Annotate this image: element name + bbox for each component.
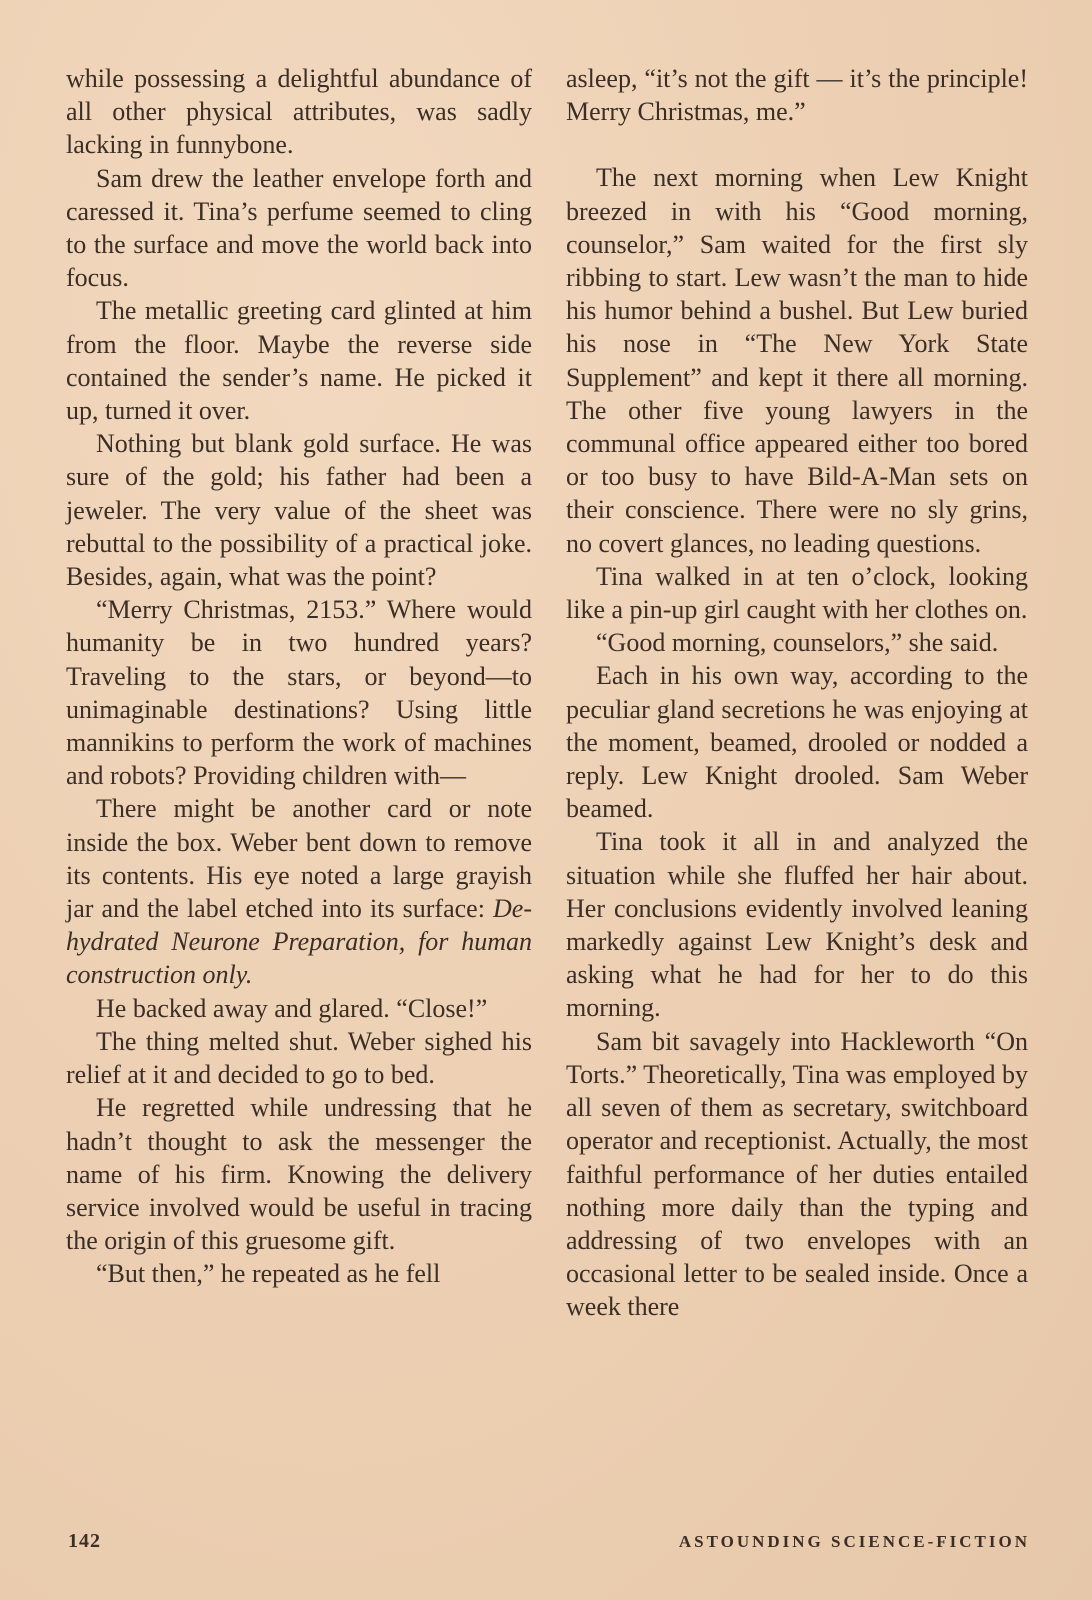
paragraph-text: There might be another card or note inside the box. Weber bent down to remove its contents. His eye noted a large grayish jar and the label etched into its surface: [66, 794, 532, 924]
paragraph: He backed away and glared. “Close!” [96, 993, 488, 1023]
paragraph: while possessing a delightful abundance of all other physical attributes, was sadly lacking in funnybone. [66, 64, 532, 160]
paragraph: “Good morning, counselors,” she said. [596, 628, 999, 658]
paragraph: The metallic greeting card glinted at him from the floor. Maybe the reverse side contained the sender’s name. He picked it up, turned it over. [66, 296, 532, 426]
paragraph [66, 792, 532, 991]
paragraph: Tina took it all in and analyzed the situation while she fluffed her hair about. Her conclusions evidently involved leaning markedly against Lew Knight’s desk and asking what he had for her to do this morning. [566, 827, 1028, 1023]
left-column [66, 62, 532, 1291]
paragraph: The next morning when Lew Knight breezed in with his “Good morning, counselor,” Sam waited for the first sly ribbing to start. Lew wasn’t the man to hide his humor behind a bushel. But Lew buried his nose in “The New York State Supplement” and kept it there all morning. The other five young lawyers in the communal office appeared either too bored or too busy to have Bild-A-Man sets on their conscience. There were no sly grins, no covert glances, no leading questions. [566, 163, 1028, 558]
paragraph: Sam drew the leather envelope forth and caressed it. Tina’s perfume seemed to cling to the surface and move the world back into focus. [66, 163, 532, 293]
paragraph: Each in his own way, according to the peculiar gland secretions he was enjoying at the moment, beamed, drooled or nodded a reply. Lew Knight drooled. Sam Weber beamed. [566, 661, 1028, 824]
jar-label-text: Dehydrated Neurone Preparation, for human construction only. [66, 894, 532, 990]
paragraph: “But then,” he repeated as he fell [96, 1259, 441, 1289]
right-column [566, 62, 1028, 1324]
paragraph: The thing melted shut. Weber sighed his relief at it and decided to go to bed. [66, 1026, 532, 1090]
paragraph: Nothing but blank gold surface. He was sure of the gold; his father had been a jeweler. The very value of the sheet was rebuttal to the possibility of a practical joke. Besides, again, what was the point? [66, 429, 532, 592]
paragraph: He regretted while undressing that he hadn’t thought to ask the messenger the name of his firm. Knowing the delivery service involved would be useful in tracing the origin of this gruesome gift. [66, 1093, 532, 1256]
page-number: 142 [68, 1530, 101, 1552]
paragraph: Sam bit savagely into Hackleworth “On Torts.” Theoretically, Tina was employed by all seven of them as secretary, switchboard operator and receptionist. Actually, the most faithful performance of her duties entailed nothing more daily than the typing and addressing of two envelopes with an occasional letter to be sealed inside. Once a week there [566, 1026, 1028, 1322]
paragraph: “Merry Christmas, 2153.” Where would humanity be in two hundred years? Traveling to the stars, or beyond—to unimaginable destinations? Using little mannikins to perform the work of machines and robots? Providing children with— [66, 595, 532, 791]
paragraph: asleep, “it’s not the gift — it’s the principle! Merry Christmas, me.” [566, 64, 1028, 127]
magazine-title: ASTOUNDING SCIENCE-FICTION [678, 1532, 1030, 1551]
paragraph: Tina walked in at ten o’clock, looking like a pin-up girl caught with her clothes on. [566, 561, 1028, 625]
